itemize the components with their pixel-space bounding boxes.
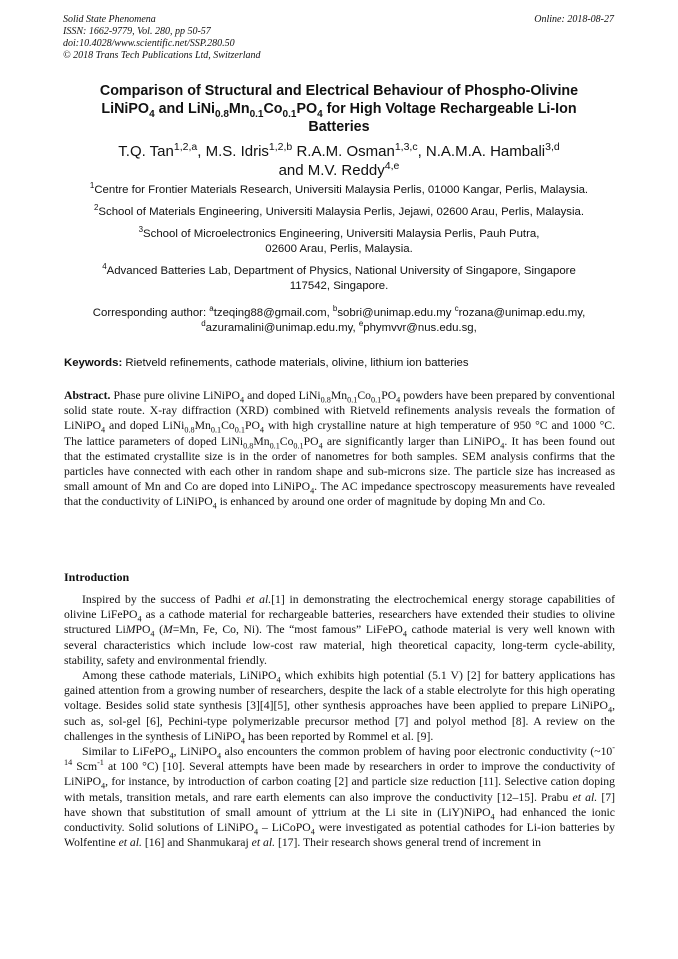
abstract-text: powders have been prepared by conventional solid state route. X-ray diffraction (XRD) combined with Rietveld refinements analysis reveals the formation of LiNiPO — [64, 389, 615, 433]
para-text: as a cathode material for rechargeable batteries, researchers have extended their studies to olivine structured Li — [64, 608, 615, 637]
abstract-text: Co — [357, 389, 371, 402]
subscript: 4 — [318, 440, 323, 450]
subscript: 4 — [150, 629, 155, 639]
para-text: ( — [154, 623, 164, 637]
para-text: Inspired by the success of Padhi — [82, 593, 246, 606]
subscript: 4 — [212, 501, 217, 511]
author-name: , N.A.M.A. Hambali — [417, 143, 546, 160]
para-text: , LiNiPO — [173, 745, 217, 759]
abstract-text: Co — [279, 434, 294, 448]
paragraph-3 — [64, 744, 615, 850]
affil-text: Centre for Frontier Materials Research, Universiti Malaysia Perlis, 01000 Kangar, Perlis, Malaysia. — [94, 184, 589, 196]
para-italic: et al. — [572, 790, 598, 804]
paragraph-2 — [64, 668, 615, 744]
abstract-text: with high crystalline nature at high temperature of 950 °C and 1000 °C. The lattice parameters of doped LiNi — [64, 419, 615, 448]
abstract — [64, 388, 615, 510]
doi-line[interactable]: doi:10.4028/www.scientific.net/SSP.280.50 — [63, 38, 235, 49]
title-line-1: Comparison of Structural and Electrical Behaviour of Phospho-Olivine — [99, 83, 579, 99]
para-text: were investigated as potential cathodes for Li-ion batteries by Wolfentine — [64, 821, 615, 850]
para-text: [16] and Shanmukaraj — [141, 836, 252, 850]
subscript: 0.8 — [243, 440, 254, 450]
subscript: 4 — [169, 751, 174, 761]
authors-line-1 — [60, 142, 618, 161]
paper-title — [60, 82, 618, 136]
title-part: and LiNi — [154, 101, 215, 117]
subscript: 0.8 — [184, 425, 195, 435]
abstract-text: . The AC impedance spectroscopy measurements have revealed that the conductivity of LiNiPO — [64, 480, 615, 509]
affiliation-4 — [60, 264, 618, 294]
abstract-text: PO — [303, 434, 319, 448]
email-sup: c — [454, 304, 459, 314]
title-part: Co — [263, 101, 283, 117]
para-text: cathode material is very well known with several characteristics which include low-cost raw material, high theoretical capacity, long-term cycle-ability, stability, safety and environmental friendly. — [64, 623, 616, 667]
affiliation-2 — [60, 205, 618, 220]
para-italic: et al. — [118, 836, 142, 850]
email-link[interactable]: tzeqing88@gmail.com, — [213, 307, 333, 319]
para-text: had enhanced the ionic conductivity. Solid solutions of LiNiPO — [64, 805, 615, 835]
author-name: , M.S. Idris — [197, 143, 269, 160]
para-text: [17]. Their research shows general trend of increment in — [275, 836, 541, 850]
copyright-line: © 2018 Trans Tech Publications Ltd, Switzerland — [63, 50, 261, 61]
title-sub: 4 — [317, 108, 323, 120]
para-text: Similar to LiFePO — [82, 745, 170, 759]
email-sup: b — [332, 304, 338, 314]
abstract-text: . It has been found out that the estimated crystallite size is in the order of nanometres for both samples. SEM analysis confirms that the particles have connected with each other in random shape and sub-microns size. The particle size has increased as small amount of Mn and Co are doped into LiNiPO — [64, 434, 616, 494]
journal-name: Solid State Phenomena — [63, 14, 156, 25]
abstract-text: Phase pure olivine LiNiPO — [110, 389, 240, 402]
author-list — [60, 142, 618, 180]
para-italic: et al. — [245, 593, 272, 606]
abstract-text: Co — [221, 419, 235, 433]
corr-line-1 — [60, 306, 618, 321]
para-text: [7] have shown that substitution of small amount of yttrium at the Li site in (LiY)NiPO — [64, 790, 616, 819]
affil-sup: 2 — [93, 203, 99, 213]
online-date-text: Online: 2018-08-27 — [534, 14, 614, 25]
abstract-text: are significantly larger than LiNiPO — [322, 434, 501, 448]
issn-line: ISSN: 1662-9779, Vol. 280, pp 50-57 — [63, 26, 211, 37]
affil-text: 02600 Arau, Perlis, Malaysia. — [265, 243, 413, 255]
affil-text: School of Microelectronics Engineering, Universiti Malaysia Perlis, Pauh Putra, — [143, 228, 540, 240]
corr-label: Corresponding author: — [92, 307, 210, 319]
subscript: 4 — [253, 827, 259, 837]
online-date — [534, 14, 614, 26]
para-text: at 100 °C) [10]. Several attempts have been made by researchers in order to improve the conductivity of LiNiPO — [64, 760, 615, 789]
para-text: Among these cathode materials, LiNiPO — [82, 669, 277, 683]
para-text: has been reported by Rommel et al. [9]. — [245, 729, 434, 743]
abstract-text: PO — [244, 419, 260, 433]
title-sub: 0.1 — [249, 108, 264, 120]
abstract-text: PO — [381, 389, 397, 402]
journal-header — [63, 14, 261, 62]
title-part: Mn — [228, 101, 250, 117]
subscript: 0.1 — [269, 440, 280, 450]
para-text: , for instance, by introduction of carbon coating [2] and particle size reduction [11]. Selective cation doping with metals, transition metals, and rare earth elements can also improve the conductivity [12–15]. Prabu — [64, 775, 615, 804]
subscript: 4 — [216, 751, 222, 761]
para-text: [1] in demonstrating the electrochemical energy storage capabilities of olivine LiFePO — [64, 593, 615, 622]
para-text: Scm — [72, 760, 98, 774]
corr-line-2 — [60, 321, 618, 336]
author-affil-sup: 3,d — [545, 141, 560, 153]
abstract-text: is enhanced by around one order of magnitude by doping Mn and Co. — [216, 495, 546, 509]
subscript: 4 — [101, 425, 106, 435]
affil-sup: 4 — [102, 262, 107, 272]
subscript: 4 — [396, 395, 401, 405]
email-link[interactable]: rozana@unimap.edu.my, — [458, 307, 586, 319]
introduction-body — [64, 592, 615, 850]
corresponding-authors — [60, 306, 618, 336]
subscript: 4 — [137, 614, 142, 624]
author-affil-sup: 1,2,b — [268, 141, 293, 153]
title-sub: 0.8 — [215, 108, 229, 120]
affiliation-1 — [60, 183, 618, 198]
subscript: 4 — [259, 425, 265, 435]
para-italic: et al. — [251, 836, 276, 850]
affil-sup: 1 — [89, 181, 95, 191]
subscript: 4 — [240, 736, 246, 746]
abstract-text: Mn — [194, 419, 211, 433]
subscript: 4 — [490, 812, 495, 822]
subscript: 0.1 — [293, 440, 304, 450]
para-italic: M — [163, 623, 173, 637]
title-sub: 0.1 — [282, 108, 297, 120]
author-name: and M.V. Reddy — [278, 162, 385, 179]
title-line-2 — [60, 100, 618, 118]
email-link[interactable]: sobri@unimap.edu.my — [337, 307, 455, 319]
abstract-text: Mn — [330, 389, 348, 402]
para-text: which exhibits high potential (5.1 V) [2] for battery applications has gained attention from a growing number of researchers, despite the lack of a stable electrolyte for this high operating voltage. Besides solid state synthesis [3][4][5], other synthesis approaches have been applied to prepare LiNiPO — [64, 669, 615, 713]
author-name: T.Q. Tan — [118, 143, 174, 160]
abstract-text: Mn — [253, 434, 270, 448]
title-line-3: Batteries — [308, 119, 370, 135]
para-text: , such as, sol-gel [6], Pechini-type polymerizable precursor method [7] and polyol method [8]. A review on the challenges in the synthesis of LiNiPO — [64, 699, 615, 743]
email-sup: d — [201, 319, 206, 329]
author-affil-sup: 1,2,a — [173, 141, 198, 153]
affil-text: School of Materials Engineering, Universiti Malaysia Perlis, Jejawi, 02600 Arau, Perlis, Malaysia. — [98, 206, 585, 218]
superscript: -14 — [64, 743, 615, 768]
author-affil-sup: 4,e — [384, 160, 400, 172]
author-affil-sup: 1,3,c — [394, 141, 418, 153]
subscript: 0.1 — [347, 395, 358, 405]
affil-text: Advanced Batteries Lab, Department of Physics, National University of Singapore, Singapore — [106, 265, 576, 277]
email-sup: a — [209, 304, 214, 314]
subscript: 4 — [402, 629, 407, 639]
keywords — [64, 356, 618, 371]
abstract-text: and doped LiNi — [105, 419, 185, 433]
keywords-label: Keywords: — [64, 357, 123, 369]
subscript: 0.1 — [370, 395, 382, 405]
author-name: R.A.M. Osman — [292, 143, 395, 160]
title-sub: 4 — [149, 108, 155, 120]
paragraph-1 — [64, 592, 615, 668]
email-sup: e — [358, 319, 364, 329]
subscript: 4 — [310, 827, 315, 837]
title-part: LiNiPO — [101, 101, 150, 117]
para-text: PO — [135, 623, 151, 637]
para-text: – LiCoPO — [258, 821, 311, 835]
superscript: -1 — [97, 758, 104, 768]
affiliations — [60, 183, 618, 301]
subscript: 0.8 — [320, 395, 331, 405]
abstract-label: Abstract. — [64, 389, 111, 402]
para-text: also encounters the common problem of having poor electronic conductivity (~10 — [221, 745, 613, 759]
email-link[interactable]: azuramalini@unimap.edu.my, — [205, 322, 359, 334]
email-link[interactable]: phymvvr@nus.edu.sg, — [363, 322, 477, 334]
para-italic: M — [125, 623, 136, 637]
subscript: 0.1 — [210, 425, 222, 435]
title-part: PO — [296, 101, 318, 117]
para-text: =Mn, Fe, Co, Ni). The “most famous” LiFePO — [172, 623, 403, 637]
affil-text: 117542, Singapore. — [289, 280, 389, 292]
abstract-text: and doped LiNi — [244, 389, 321, 402]
subscript: 4 — [101, 781, 106, 791]
subscript: 4 — [310, 486, 315, 496]
keywords-text: Rietveld refinements, cathode materials, olivine, lithium ion batteries — [122, 357, 469, 369]
title-part: for High Voltage Rechargeable Li-Ion — [322, 101, 577, 117]
subscript: 4 — [500, 440, 505, 450]
introduction-heading: Introduction — [64, 570, 130, 584]
affiliation-3 — [60, 227, 618, 257]
subscript: 0.1 — [234, 425, 245, 435]
affil-sup: 3 — [138, 225, 144, 235]
subscript: 4 — [240, 395, 245, 405]
subscript: 4 — [607, 705, 613, 715]
authors-line-2 — [60, 161, 618, 180]
subscript: 4 — [276, 675, 281, 685]
